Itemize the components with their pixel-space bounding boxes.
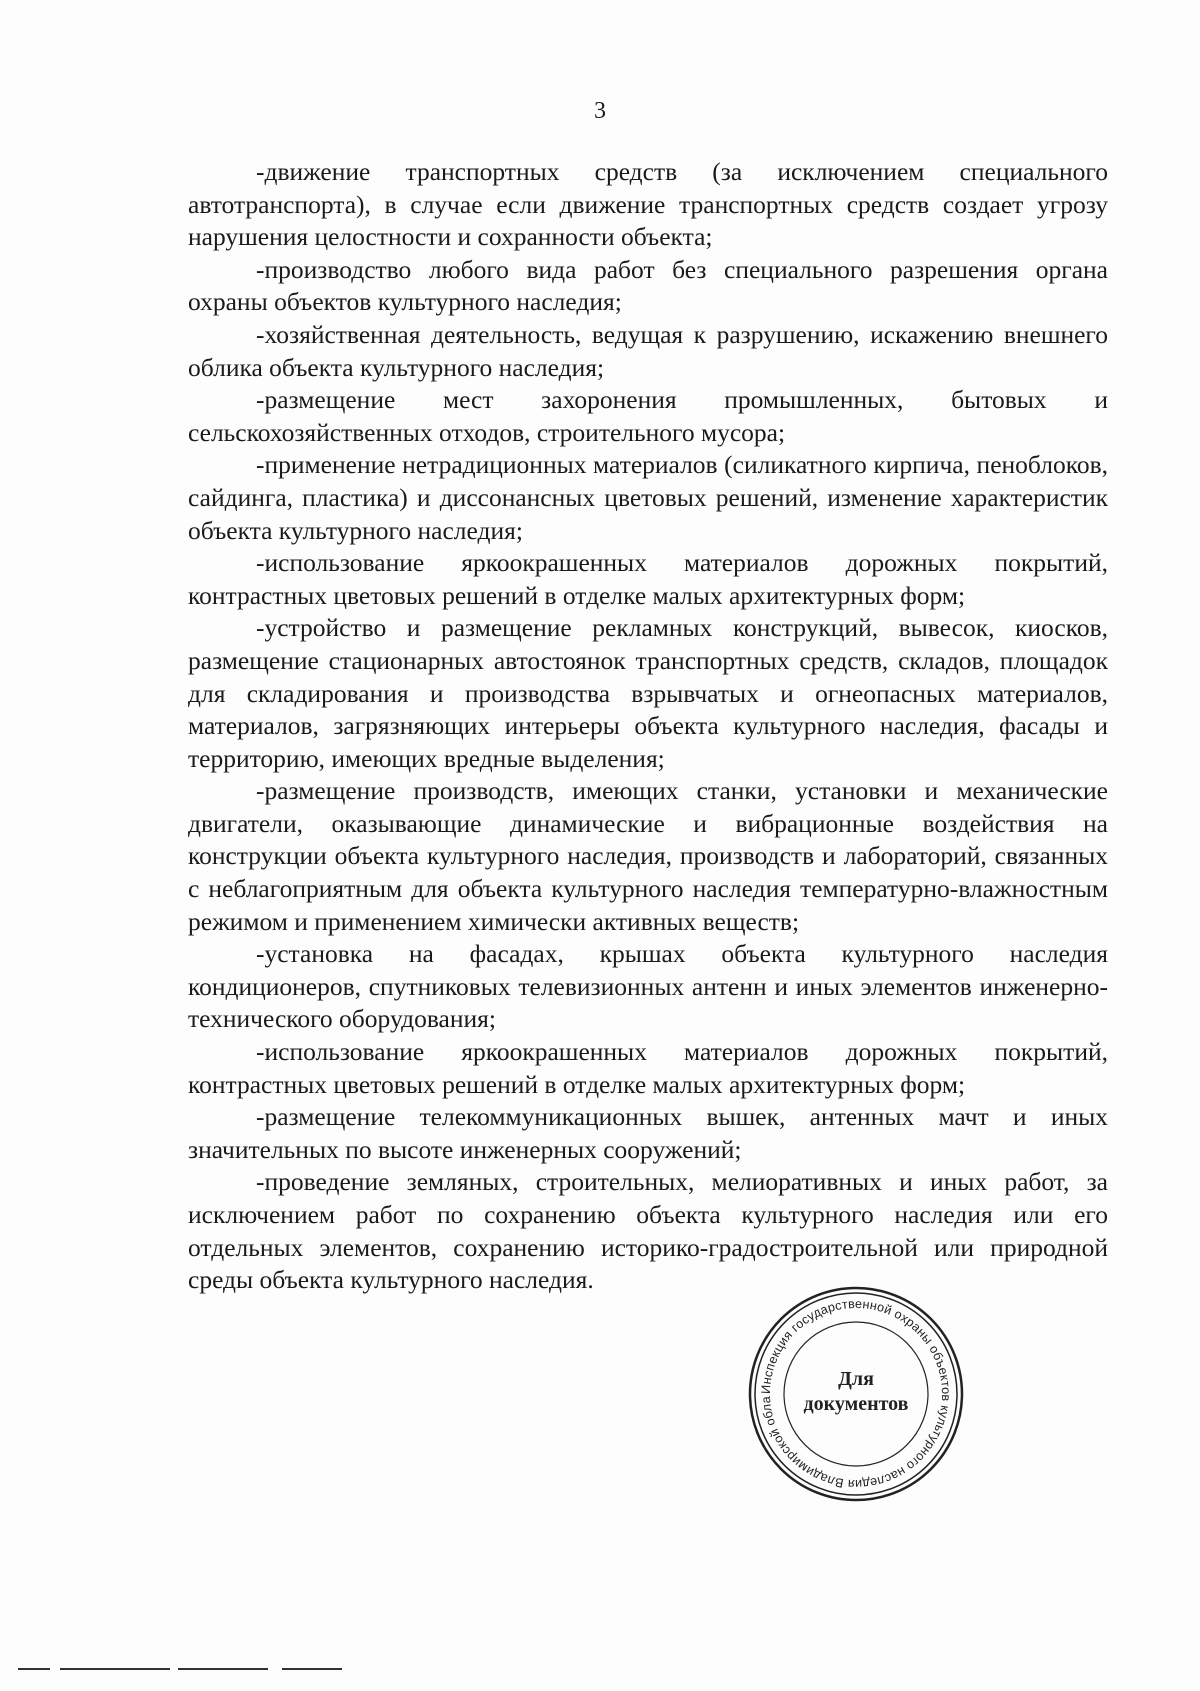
restriction-paragraph: -применение нетрадиционных материалов (силикатного кирпича, пеноблоков, сайдинга, пластика) и диссонансных цветовых решений, изменение характеристик объекта культурного наследия; — [188, 450, 1108, 545]
restriction-paragraph: -устройство и размещение рекламных конструкций, вывесок, киосков, размещение стационарных автостоянок транспортных средств, складов, площадок для складирования и производства взрывчатых и огнеопасных материалов, материалов, загрязняющих интерьеры объекта культурного наследия, фасады и территорию, имеющих вредные выделения; — [188, 613, 1108, 773]
restriction-paragraph: -размещение телекоммуникационных вышек, антенных мачт и иных значительных по высоте инженерных сооружений; — [188, 1102, 1108, 1164]
stamp-center-line1: Для — [838, 1368, 874, 1390]
scan-artifact-lines — [0, 1668, 1200, 1672]
restriction-paragraph: -размещение мест захоронения промышленных, бытовых и сельскохозяйственных отходов, строительного мусора; — [188, 385, 1108, 447]
restriction-paragraph: -хозяйственная деятельность, ведущая к разрушению, искажению внешнего облика объекта культурного наследия; — [188, 319, 1108, 382]
restriction-paragraph: -размещение производств, имеющих станки, установки и механические двигатели, оказывающие динамические и вибрационные воздействия на конструкции объекта культурного наследия, производств и лабораторий, связанных с неблагоприятным для объекта культурного наследия температурно-влажностным режимом и применением химически активных веществ; — [188, 776, 1108, 936]
official-stamp — [747, 1285, 965, 1503]
restriction-paragraph: -проведение земляных, строительных, мелиоративных и иных работ, за исключением работ по сохранению объекта культурного наследия или его отдельных элементов, сохранению историко-градостроительной или природной среды объекта культурного наследия. — [188, 1167, 1108, 1295]
restriction-paragraph: -движение транспортных средств (за исключением специального автотранспорта), в случае если движение транспортных средств создает угрозу нарушения целостности и сохранности объекта; — [188, 157, 1108, 252]
stamp-ring-text: Инспекция государственной охраны объектов культурного наследия Владимирской обла — [758, 1296, 954, 1492]
page-number: 3 — [594, 98, 606, 124]
restriction-paragraph: -использование яркоокрашенных материалов дорожных покрытий, контрастных цветовых решений в отделке малых архитектурных форм; — [188, 548, 1108, 610]
stamp-center-line2: документов — [803, 1393, 909, 1415]
restriction-paragraph: -установка на фасадах, крышах объекта культурного наследия кондиционеров, спутниковых телевизионных антенн и иных элементов инженерно-технического оборудования; — [188, 939, 1108, 1034]
restriction-paragraph: -производство любого вида работ без специального разрешения органа охраны объектов культурного наследия; — [188, 254, 1108, 317]
document-body — [188, 156, 1108, 1297]
restriction-paragraph: -использование яркоокрашенных материалов дорожных покрытий, контрастных цветовых решений в отделке малых архитектурных форм; — [188, 1037, 1108, 1099]
